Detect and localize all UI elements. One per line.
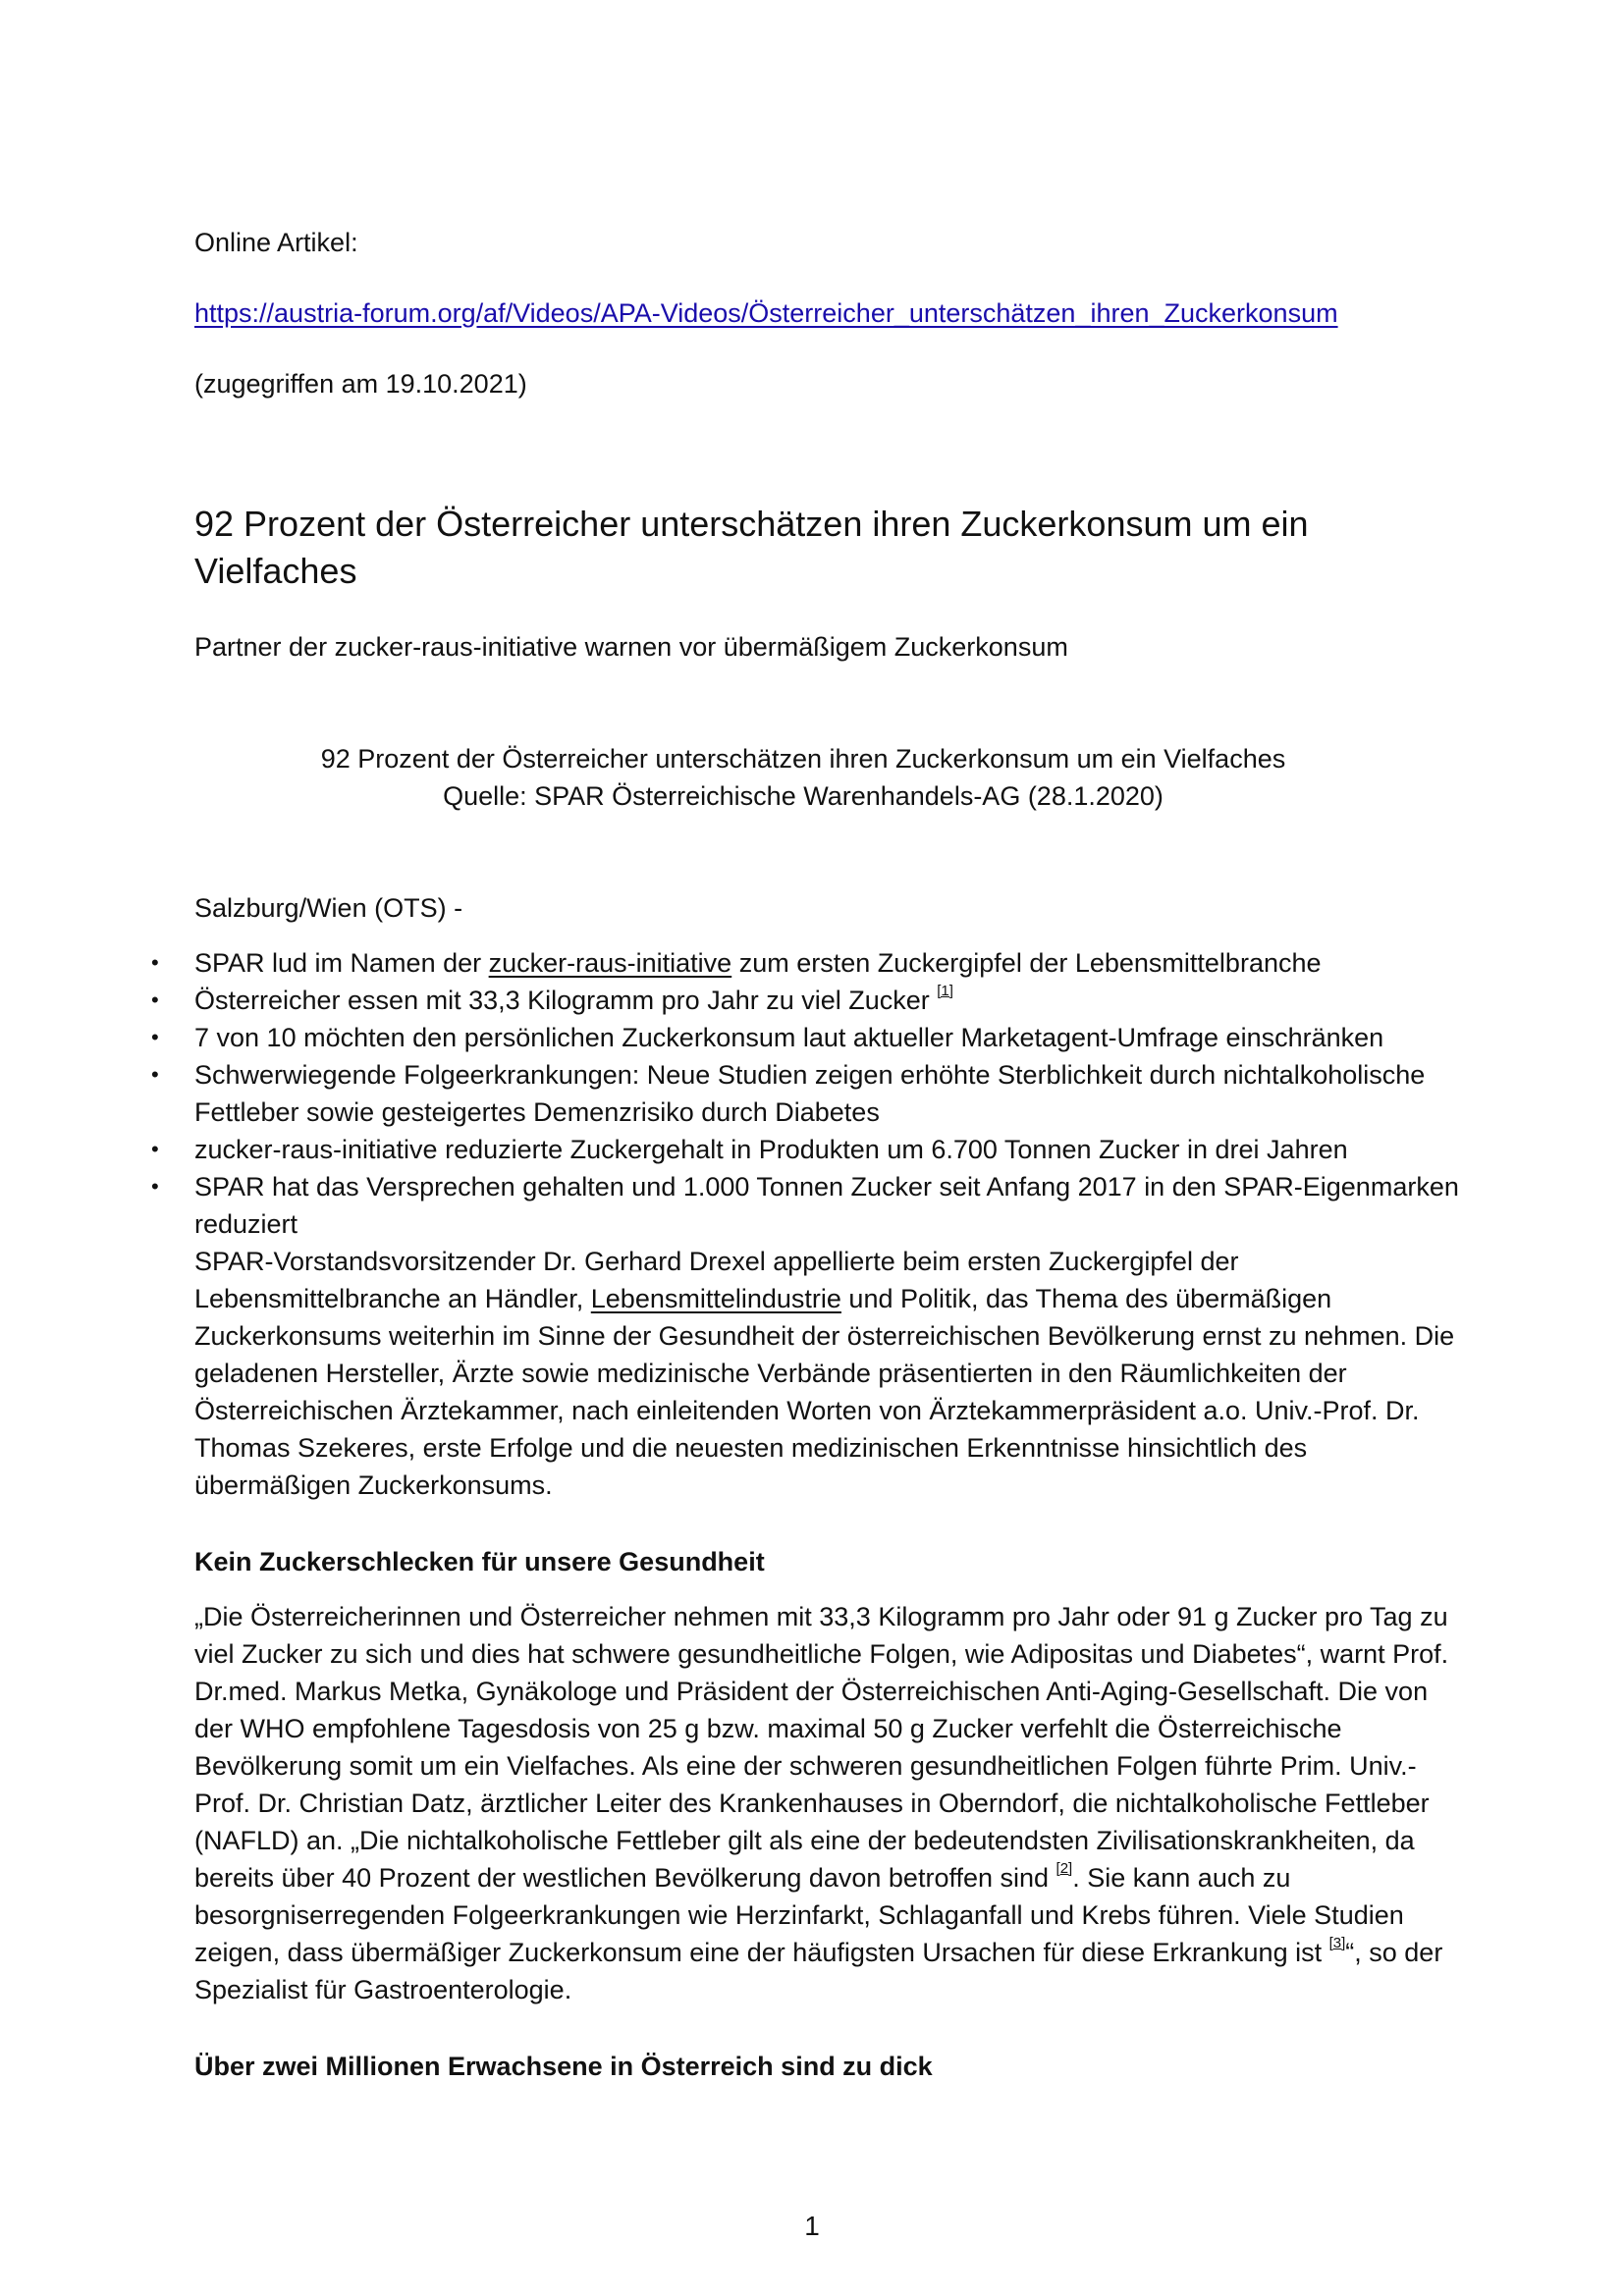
bullet-item: • zucker-raus-initiative reduzierte Zuckergehalt in Produkten um 6.700 Tonnen Zucker in drei Jahren xyxy=(194,1131,1461,1168)
lebensmittelindustrie-link[interactable]: Lebensmittelindustrie xyxy=(590,1284,841,1313)
caption-title: 92 Prozent der Österreicher unterschätzen ihren Zuckerkonsum um ein Vielfaches xyxy=(320,744,1286,774)
source-label: Online Artikel: xyxy=(194,228,358,257)
bullet-dot-icon: • xyxy=(151,1025,159,1049)
intro-paragraph: SPAR-Vorstandsvorsitzender Dr. Gerhard Drexel appellierte beim ersten Zuckergipfel der Lebensmittelbranche an Händler, Lebensmittelindustrie und Politik, das Thema des übermäßigen Zuckerkonsums weiterhin im Sinne der Gesundheit der österreichischen Bevölkerung ernst zu nehmen. Die geladenen Hersteller, Ärzte sowie medizinische Verbände präsentierten in den Räumlichkeiten der Österreichischen Ärztekammer, nach einleitenden Worten von Ärztekammerpräsident a.o. Univ.-Prof. Dr. Thomas Szekeres, erste Erfolge und die neuesten medizinischen Erkenntnisse hinsichtlich des übermäßigen Zuckerkonsums. xyxy=(194,1247,1455,1500)
section-heading-gesundheit: Kein Zuckerschlecken für unsere Gesundheit xyxy=(194,1547,765,1576)
caption-source: Quelle: SPAR Österreichische Warenhandels-AG (28.1.2020) xyxy=(443,781,1164,811)
section-paragraph-gesundheit: „Die Österreicherinnen und Österreicher nehmen mit 33,3 Kilogramm pro Jahr oder 91 g Zucker pro Tag zu viel Zucker zu sich und dies hat schwere gesundheitliche Folgen, wie Adipositas und Diabetes“, warnt Prof. Dr.med. Markus Metka, Gynäkologe und Präsident der Österreichischen Anti-Aging-Gesellschaft. Die von der WHO empfohlene Tagesdosis von 25 g bzw. maximal 50 g Zucker verfehlt die Österreichische Bevölkerung somit um ein Vielfaches. Als eine der schweren gesundheitlichen Folgen führte Prim. Univ.-Prof. Dr. Christian Datz, ärztlicher Leiter des Krankenhauses in Oberndorf, die nichtalkoholische Fettleber (NAFLD) an. „Die nichtalkoholische Fettleber gilt als eine der bedeutendsten Zivilisationskrankheiten, da bereits über 40 Prozent der westlichen Bevölkerung davon betroffen sind [2]. Sie kann auch zu besorgniserregenden Folgeerkrankungen wie Herzinfarkt, Schlaganfall und Krebs führen. Viele Studien zeigen, dass übermäßiger Zuckerkonsum eine der häufigsten Ursachen für diese Erkrankung ist [3]“, so der Spezialist für Gastroenterologie. xyxy=(194,1602,1449,2004)
image-caption xyxy=(194,740,1412,815)
article-subheadline: Partner der zucker-raus-initiative warnen vor übermäßigem Zuckerkonsum xyxy=(194,632,1068,662)
bullet-dot-icon: • xyxy=(151,988,159,1012)
footnote-ref-1[interactable]: [1] xyxy=(937,983,953,999)
bullet-dot-icon: • xyxy=(151,1062,159,1087)
zucker-raus-initiative-link[interactable]: zucker-raus-initiative xyxy=(488,948,732,978)
page-number: 1 xyxy=(804,2211,820,2241)
accessed-date: (zugegriffen am 19.10.2021) xyxy=(194,369,527,399)
bullet-item: • Österreicher essen mit 33,3 Kilogramm pro Jahr zu viel Zucker [1] xyxy=(194,982,1461,1019)
bullet-item: • 7 von 10 möchten den persönlichen Zuckerkonsum laut aktueller Marketagent-Umfrage einschränken xyxy=(194,1019,1461,1056)
dateline: Salzburg/Wien (OTS) - xyxy=(194,893,463,923)
summary-bullet-list xyxy=(151,944,1461,1243)
section-heading-erwachsene: Über zwei Millionen Erwachsene in Österreich sind zu dick xyxy=(194,2052,933,2081)
bullet-dot-icon: • xyxy=(151,1137,159,1161)
source-url-line xyxy=(194,294,1461,332)
bullet-item: • Schwerwiegende Folgeerkrankungen: Neue Studien zeigen erhöhte Sterblichkeit durch nichtalkoholische Fettleber sowie gesteigertes Demenzrisiko durch Diabetes xyxy=(194,1056,1461,1131)
footnote-ref-3[interactable]: [3] xyxy=(1328,1935,1346,1951)
footnote-ref-2[interactable]: [2] xyxy=(1056,1860,1073,1877)
article-headline: 92 Prozent der Österreicher unterschätzen ihren Zuckerkonsum um ein Vielfaches xyxy=(194,504,1309,591)
bullet-dot-icon: • xyxy=(151,1174,159,1199)
bullet-item: • SPAR lud im Namen der zucker-raus-initiative zum ersten Zuckergipfel der Lebensmittelbranche xyxy=(194,944,1461,982)
article-body xyxy=(151,224,1461,2085)
source-url-link[interactable]: https://austria-forum.org/af/Videos/APA-Videos/Österreicher_unterschätzen_ihren_Zuckerkonsum xyxy=(194,298,1338,328)
bullet-dot-icon: • xyxy=(151,950,159,975)
bullet-item: • SPAR hat das Versprechen gehalten und 1.000 Tonnen Zucker seit Anfang 2017 in den SPAR-Eigenmarken reduziert xyxy=(194,1168,1461,1243)
